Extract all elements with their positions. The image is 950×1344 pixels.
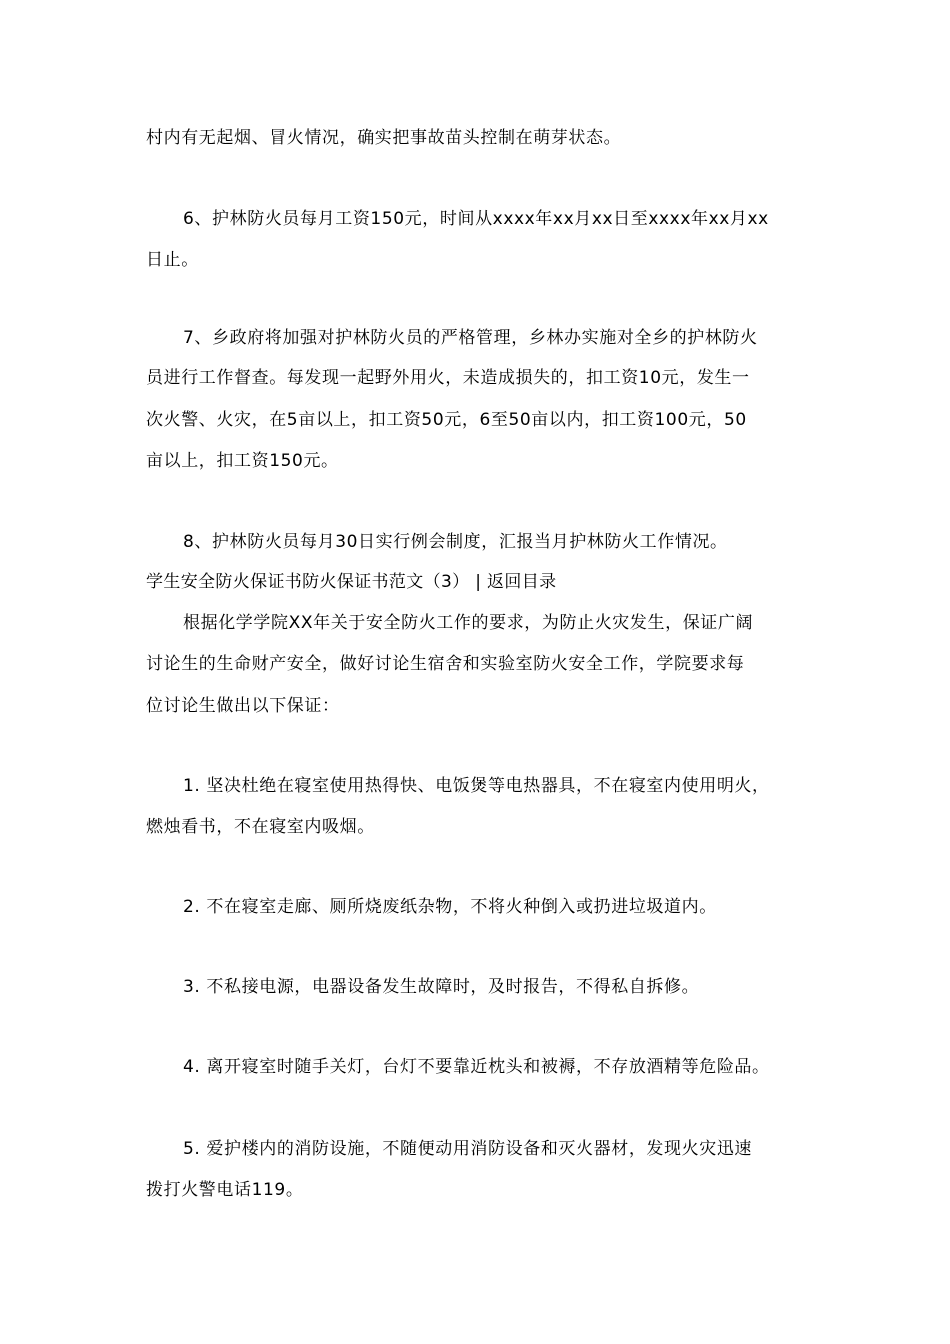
pledge-1-line-2: 燃烛看书，不在寝室内吸烟。 xyxy=(146,817,375,837)
text-line: 村内有无起烟、冒火情况，确实把事故苗头控制在萌芽状态。 xyxy=(146,128,622,148)
item-6-line-2: 日止。 xyxy=(146,250,199,270)
pledge-5-line-1: 5. 爱护楼内的消防设施，不随便动用消防设备和灭火器材，发现火灾迅速 xyxy=(183,1139,753,1159)
intro-line-2: 讨论生的生命财产安全，做好讨论生宿舍和实验室防火安全工作，学院要求每 xyxy=(146,654,745,674)
pledge-5-line-2: 拨打火警电话119。 xyxy=(146,1180,304,1200)
pledge-2-line: 2. 不在寝室走廊、厕所烧废纸杂物，不将火种倒入或扔进垃圾道内。 xyxy=(183,897,717,917)
pledge-4-line: 4. 离开寝室时随手关灯，台灯不要靠近枕头和被褥，不存放酒精等危险品。 xyxy=(183,1057,770,1077)
item-7-line-3: 次火警、火灾，在5亩以上，扣工资50元，6至50亩以内，扣工资100元，50 xyxy=(146,410,747,430)
pledge-3-line: 3. 不私接电源，电器设备发生故障时，及时报告，不得私自拆修。 xyxy=(183,977,700,997)
item-8-line-1: 8、护林防火员每月30日实行例会制度，汇报当月护林防火工作情况。 xyxy=(183,532,728,552)
item-7-line-1: 7、乡政府将加强对护林防火员的严格管理，乡林办实施对全乡的护林防火 xyxy=(183,328,758,348)
intro-line-3: 位讨论生做出以下保证： xyxy=(146,696,340,716)
item-7-line-4: 亩以上，扣工资150元。 xyxy=(146,451,339,471)
item-6-line-1: 6、护林防火员每月工资150元，时间从xxxx年xx月xx日至xxxx年xx月xx xyxy=(183,209,769,229)
intro-line-1: 根据化学学院XX年关于安全防火工作的要求，为防止火灾发生，保证广阔 xyxy=(183,613,754,633)
item-7-line-2: 员进行工作督查。每发现一起野外用火，未造成损失的，扣工资10元，发生一 xyxy=(146,368,750,388)
pledge-1-line-1: 1. 坚决杜绝在寝室使用热得快、电饭煲等电热器具，不在寝室内使用明火， xyxy=(183,776,770,796)
section-heading: 学生安全防火保证书防火保证书范文（3） | 返回目录 xyxy=(146,572,557,592)
